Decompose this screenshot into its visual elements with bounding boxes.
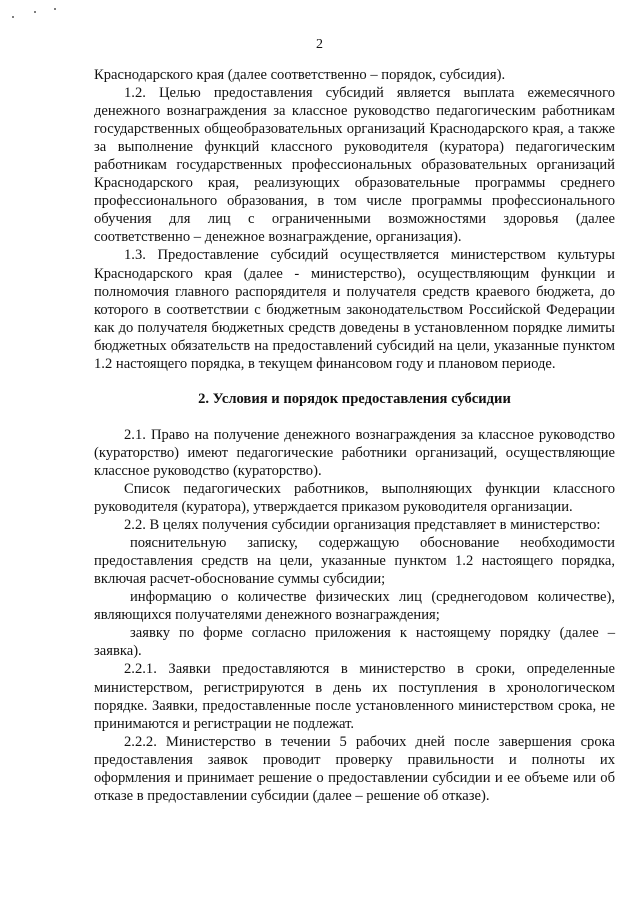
paragraph-2-2-2: 2.2.2. Министерство в течении 5 рабочих дней после завершения срока предоставления заявок проводит проверку правильности и полноты их оформления и принимает решение о предоставлении субсидии и ее объеме или об отказе в предоставлении субсидии (далее – решение об отказе). (94, 733, 615, 804)
paragraph-2-2-1: 2.2.1. Заявки предоставляются в министерство в сроки, определенные министерством, регистрируются в день их поступления в хронологическом порядке. Заявки, предоставленные после установленного министерством срока, не принимаются и регистрации не подлежат. (94, 661, 615, 732)
list-item-recipient-info: информацию о количестве физических лиц (среднегодовом количестве), являющихся получателями денежного вознаграждения; (94, 589, 615, 624)
section-heading: 2. Условия и порядок предоставления субсидии (198, 390, 511, 407)
paragraph-teacher-list: Список педагогических работников, выполняющих функции классного руководителя (куратора), утверждается приказом руководителя организации. (94, 480, 615, 516)
scan-speck (12, 16, 14, 18)
list-item-explanatory-note: пояснительную записку, содержащую обоснование необходимости предоставления средств на цели, указанные пунктом 1.2 настоящего порядка, включая расчет-обоснование суммы субсидии; (94, 535, 615, 588)
document-body (94, 66, 615, 805)
paragraph-1-3: 1.3. Предоставление субсидий осуществляется министерством культуры Краснодарского края (далее - министерство), осуществляющим функции и полномочия главного распорядителя и получателя средств краевого бюджета, до которого в соответствии с бюджетным законодательством Российской Федерации как до получателя бюджетных средств доведены в установленном порядке лимиты бюджетных обязательств на предоставлений субсидий на цели, указанные пунктом 1.2 настоящего порядка, в текущем финансовом году и плановом периоде. (94, 247, 615, 372)
paragraph-2-1: 2.1. Право на получение денежного вознаграждения за классное руководство (кураторство) имеют педагогические работники организаций, осуществляющие классное руководство (кураторство). (94, 426, 615, 479)
scan-speck (54, 8, 56, 10)
page-number: 2 (316, 37, 323, 52)
paragraph-1-2: 1.2. Целью предоставления субсидий является выплата ежемесячного денежного вознаграждения за классное руководство педагогическим работникам государственных общеобразовательных организаций Краснодарского края, а также за выполнение функций классного руководителя (куратора) педагогическим работникам государственных профессиональных образовательных организаций Краснодарского края, реализующих образовательные программы среднего профессионального образования, в том числе программы профессионального обучения для лиц с ограниченными возможностями здоровья (далее соответственно – денежное вознаграждение, организация). (94, 85, 615, 246)
scan-speck (34, 11, 36, 13)
paragraph-continuation: Краснодарского края (далее соответственно – порядок, субсидия). (94, 67, 506, 83)
paragraph-2-2: 2.2. В целях получения субсидии организация представляет в министерство: (124, 517, 601, 534)
list-item-application: заявку по форме согласно приложения к настоящему порядку (далее – заявка). (94, 625, 615, 660)
